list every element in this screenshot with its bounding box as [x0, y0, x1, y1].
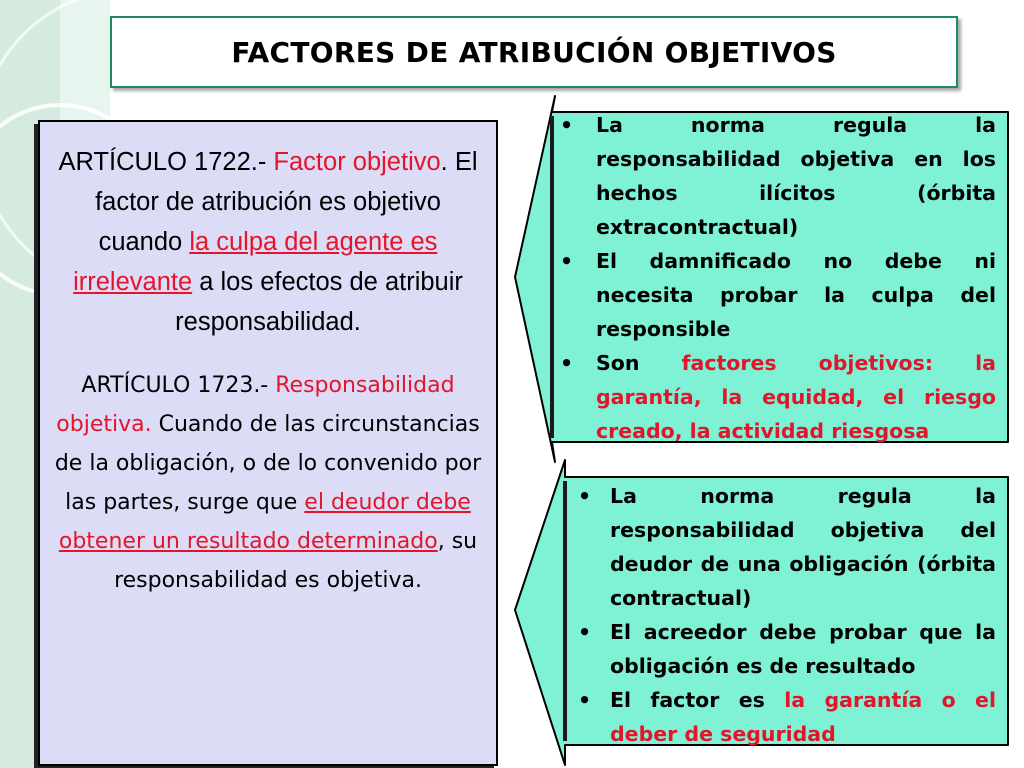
bullets-extracontractual	[556, 108, 996, 448]
article-1723-highlight: el deudor debe obtener un resultado determinado	[58, 490, 471, 554]
title-box	[110, 16, 958, 88]
article-1722-text1: . El factor de atribución es objetivo cuando	[95, 148, 478, 256]
article-1723	[54, 366, 482, 600]
article-1723-heading: Responsabilidad objetiva.	[56, 373, 455, 437]
list-item: • El acreedor debe probar que la obligación es de resultado	[570, 615, 996, 683]
article-1722-text2: a los efectos de atribuir responsabilidad.	[175, 268, 463, 336]
article-1722-heading: Factor objetivo	[273, 148, 441, 176]
article-1722	[54, 142, 482, 342]
article-1723-text1: Cuando de las circunstancias de la obligación, o de lo convenido por las partes, surge que	[54, 412, 482, 515]
article-1722-lead: ARTÍCULO 1722.-	[58, 148, 274, 176]
bullets-contractual	[570, 479, 996, 751]
list-item: • El factor es la garantía o el deber de seguridad	[570, 683, 996, 751]
articles-panel	[38, 120, 498, 766]
list-item: • El damnificado no debe ni necesita probar la culpa del responsible	[556, 244, 996, 346]
article-1723-text2: , su responsabilidad es objetiva.	[114, 529, 478, 593]
list-item: • La norma regula la responsabilidad objetiva del deudor de una obligación (órbita contractual)	[570, 479, 996, 615]
list-item: • La norma regula la responsabilidad objetiva en los hechos ilícitos (órbita extracontractual)	[556, 108, 996, 244]
list-item: • Son factores objetivos: la garantía, la equidad, el riesgo creado, la actividad riesgosa	[556, 346, 996, 448]
page-title: FACTORES DE ATRIBUCIÓN OBJETIVOS	[231, 35, 837, 69]
article-1722-highlight: la culpa del agente es irrelevante	[73, 228, 438, 296]
article-1723-lead: ARTÍCULO 1723.-	[81, 373, 276, 398]
